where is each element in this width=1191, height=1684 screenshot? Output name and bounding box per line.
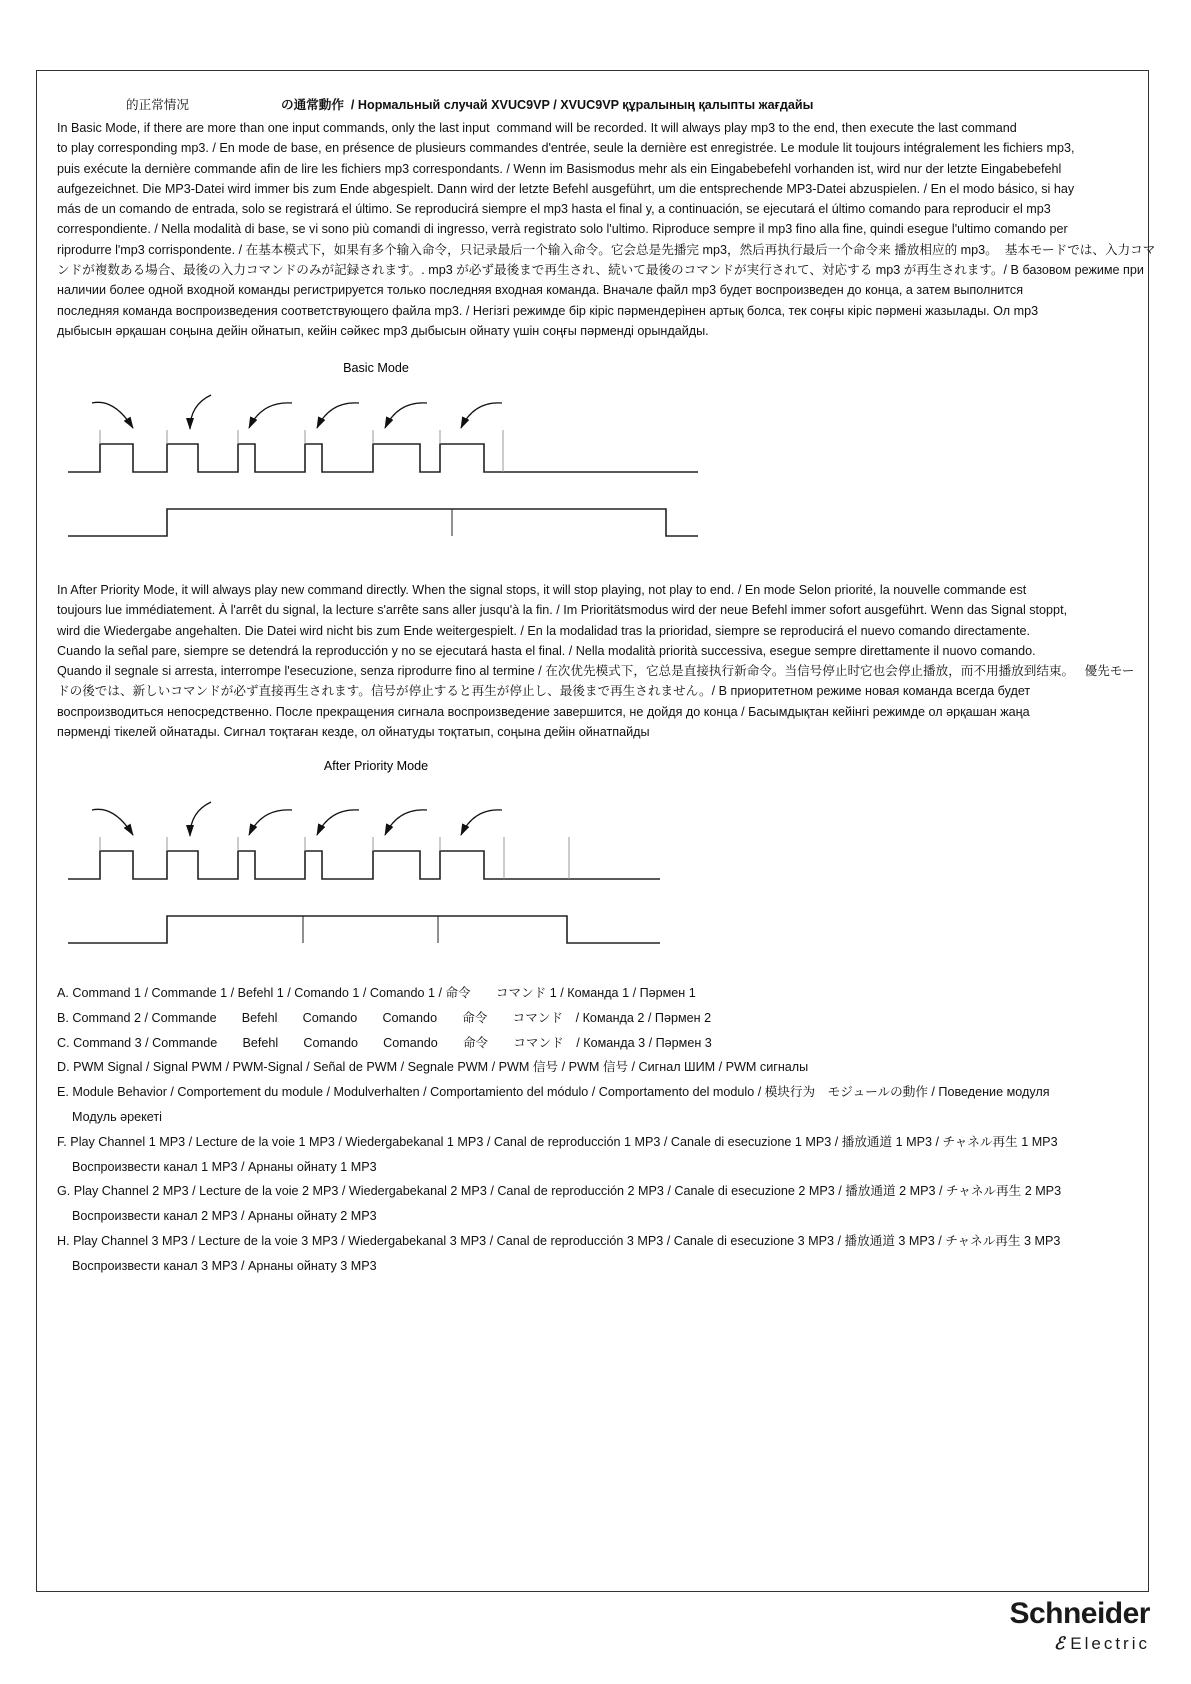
logo-sub: Electric: [1070, 1634, 1150, 1653]
paragraph-line: воспроизводиться непосредственно. После прекращения сигнала воспроизведение завершится, не дойдя до конца / Басымдықтан кейінгі режимде ол әрқашан жаңа: [57, 704, 1030, 719]
command-arrow-icon: [249, 403, 292, 428]
paragraph-line: to play corresponding mp3. / En mode de base, en présence de plusieurs commandes d'entrée, seule la dernière est enregistrée. Le module lit toujours intégralement les fichiers mp3,: [57, 141, 1075, 156]
pwm-signal-line: [68, 851, 660, 879]
heading-chinese: 的正常情况: [126, 98, 189, 112]
module-behavior-line: [68, 916, 660, 943]
legend-item: Воспроизвести канал 1 MP3 / Арнаны ойнату 1 MP3: [72, 1159, 377, 1174]
legend-item: F. Play Channel 1 MP3 / Lecture de la voie 1 MP3 / Wiedergabekanal 1 MP3 / Canal de reproducción 1 MP3 / Canale di esecuzione 1 MP3 / 播放通道 1 MP3 / チャネル再生 1 MP3: [57, 1134, 1058, 1149]
section-heading: [126, 96, 813, 114]
basic-mode-diagram: [0, 352, 1191, 547]
paragraph-line: toujours lue immédiatement. À l'arrêt du signal, la lecture s'arrête sans aller jusqu'à la fin. / Im Prioritätsmodus wird der neue Befehl immer sofort ausgeführt. Wenn das Signal stoppt,: [57, 603, 1068, 618]
paragraph-line: Quando il segnale si arresta, interrompe l'esecuzione, senza riprodurre fino al termine / 在次优先模式下，它总是直接执行新命令。当信号停止时它也会停止播放，而不用播放到结束。 優先モー: [57, 664, 1135, 679]
legend-item: Воспроизвести канал 3 MP3 / Арнаны ойнату 3 MP3: [72, 1258, 377, 1273]
command-arrow-icon: [190, 802, 211, 836]
command-arrow-icon: [92, 402, 133, 428]
command-arrow-icon: [461, 810, 502, 835]
logo-mark-icon: ℰ: [1053, 1634, 1068, 1653]
command-arrow-icon: [461, 403, 502, 428]
legend-item: Воспроизвести канал 2 MP3 / Арнаны ойнату 2 MP3: [72, 1209, 377, 1224]
paragraph-line: ンドが複数ある場合、最後の入力コマンドのみが記録されます。. mp3 が必ず最後まで再生され、続いて最後のコマンドが実行されて、対応する mp3 が再生されます。/ В базовом режиме при: [57, 263, 1144, 278]
basic-mode-paragraph: [57, 118, 1155, 341]
paragraph-line: más de un comando de entrada, solo se registrará el último. Se reproducirá siempre el mp3 hasta el final y, a continuación, se ejecutará el último comando para reproducir el mp3: [57, 202, 1051, 217]
priority-mode-paragraph: [57, 580, 1135, 742]
legend-item: E. Module Behavior / Comportement du module / Modulverhalten / Comportamiento del módulo / Comportamento del modulo / 模块行为 モジュールの動作 / Поведение модуля: [57, 1085, 1050, 1100]
paragraph-line: In Basic Mode, if there are more than one input commands, only the last input command will be recorded. It will always play mp3 to the end, then execute the last command: [57, 121, 1017, 135]
paragraph-line: puis exécute la dernière commande afin de lire les fichiers mp3 correspondants. / Wenn im Basismodus mehr als ein Eingabebefehl vorhanden ist, wird nur der letzte Eingabebefehl: [57, 161, 1062, 176]
schneider-electric-logo: [970, 1598, 1150, 1656]
paragraph-line: In After Priority Mode, it will always play new command directly. When the signal stops, it will stop playing, not play to end. / En mode Selon priorité, la nouvelle commande est: [57, 583, 1027, 597]
legend-item: C. Command 3 / Commande Befehl Comando Comando 命令 コマンド / Команда 3 / Пәрмен 3: [57, 1035, 712, 1050]
command-arrow-icon: [385, 403, 427, 428]
legend-item: B. Command 2 / Commande Befehl Comando Comando 命令 コマンド / Команда 2 / Пәрмен 2: [57, 1010, 712, 1025]
command-arrow-icon: [190, 395, 211, 429]
paragraph-line: дыбысын әрқашан соңына дейін ойнатып, кейін сәйкес mp3 дыбысын ойнату үшін соңғы пәрменді орындайды.: [57, 323, 709, 338]
priority-mode-diagram: [0, 750, 1191, 955]
legend-item: A. Command 1 / Commande 1 / Befehl 1 / Comando 1 / Comando 1 / 命令 コマンド 1 / Команда 1 / Пәрмен 1: [57, 986, 696, 1000]
legend-item: G. Play Channel 2 MP3 / Lecture de la voie 2 MP3 / Wiedergabekanal 2 MP3 / Canal de reproducción 2 MP3 / Canale di esecuzione 2 MP3 / 播放通道 2 MP3 / チャネル再生 2 MP3: [57, 1184, 1062, 1199]
paragraph-line: наличии более одной входной команды регистрируется только последняя входная команда. Вначале файл mp3 будет воспроизведен до конца, а затем выполнится: [57, 283, 1024, 298]
paragraph-line: Cuando la señal pare, siempre se detendrá la reproducción y no se ejecutará hasta el final. / Nella modalità priorità successiva, esegue sempre direttamente il nuovo comando.: [57, 643, 1036, 658]
paragraph-line: correspondiente. / Nella modalità di base, se vi sono più comandi di ingresso, verrà registrato solo l'ultimo. Riproduce sempre il mp3 fino alla fine, quindi esegue l'ultimo comando per: [57, 222, 1068, 237]
paragraph-line: пәрменді тікелей ойнатады. Сигнал тоқтаған кезде, ол ойнатуды тоқтатып, соңына дейін ойнатпайды: [57, 725, 650, 740]
command-arrow-icon: [385, 810, 427, 835]
paragraph-line: wird die Wiedergabe angehalten. Die Datei wird nicht bis zum Ende weitergespielt. / En la modalidad tras la prioridad, siempre se reproducirá el nuevo comando directamente.: [57, 623, 1031, 638]
pwm-signal-line: [68, 444, 698, 472]
command-arrow-icon: [317, 403, 359, 428]
command-arrow-icon: [249, 810, 292, 835]
paragraph-line: ドの後では、新しいコマンドが必ず直接再生されます。信号が停止すると再生が停止し、最後まで再生されません。/ В приоритетном режиме новая команда всегда будет: [57, 684, 1031, 699]
heading-rest: の通常動作 / Нормальный случай XVUC9VP / XVUC9VP құралының қалыпты жағдайы: [280, 98, 814, 112]
legend-item: D. PWM Signal / Signal PWM / PWM-Signal / Señal de PWM / Segnale PWM / PWM 信号 / PWM 信号 / Сигнал ШИМ / PWM сигналы: [57, 1060, 809, 1075]
command-arrow-icon: [317, 810, 359, 835]
paragraph-line: riprodurre l'mp3 corrispondente. / 在基本模式下，如果有多个输入命令，只记录最后一个输入命令。它会总是先播完 mp3，然后再执行最后一个命令来 播放相应的 mp3。 基本モードでは、入力コマ: [57, 242, 1156, 257]
logo-name: Schneider: [1009, 1597, 1150, 1630]
basic-mode-title: Basic Mode: [343, 361, 409, 375]
legend-item: H. Play Channel 3 MP3 / Lecture de la voie 3 MP3 / Wiedergabekanal 3 MP3 / Canal de reproducción 3 MP3 / Canale di esecuzione 3 MP3 / 播放通道 3 MP3 / チャネル再生 3 MP3: [57, 1233, 1061, 1248]
legend: [57, 981, 1061, 1279]
command-arrow-icon: [92, 809, 133, 835]
legend-item: Модуль әрекеті: [72, 1109, 162, 1124]
paragraph-line: последняя команда воспроизведения соответствующего файла mp3. / Негізгі режимде бір кіріс пәрмендерінен артық болса, тек соңғы кіріс пәрмені жазылады. Ол mp3: [57, 303, 1039, 318]
paragraph-line: aufgezeichnet. Die MP3-Datei wird immer bis zum Ende abgespielt. Dann wird der letzte Befehl ausgeführt, um die entsprechende MP3-Datei abzuspielen. / En el modo básico, si hay: [57, 181, 1075, 196]
priority-mode-title: After Priority Mode: [323, 759, 429, 773]
module-behavior-line: [68, 509, 698, 536]
